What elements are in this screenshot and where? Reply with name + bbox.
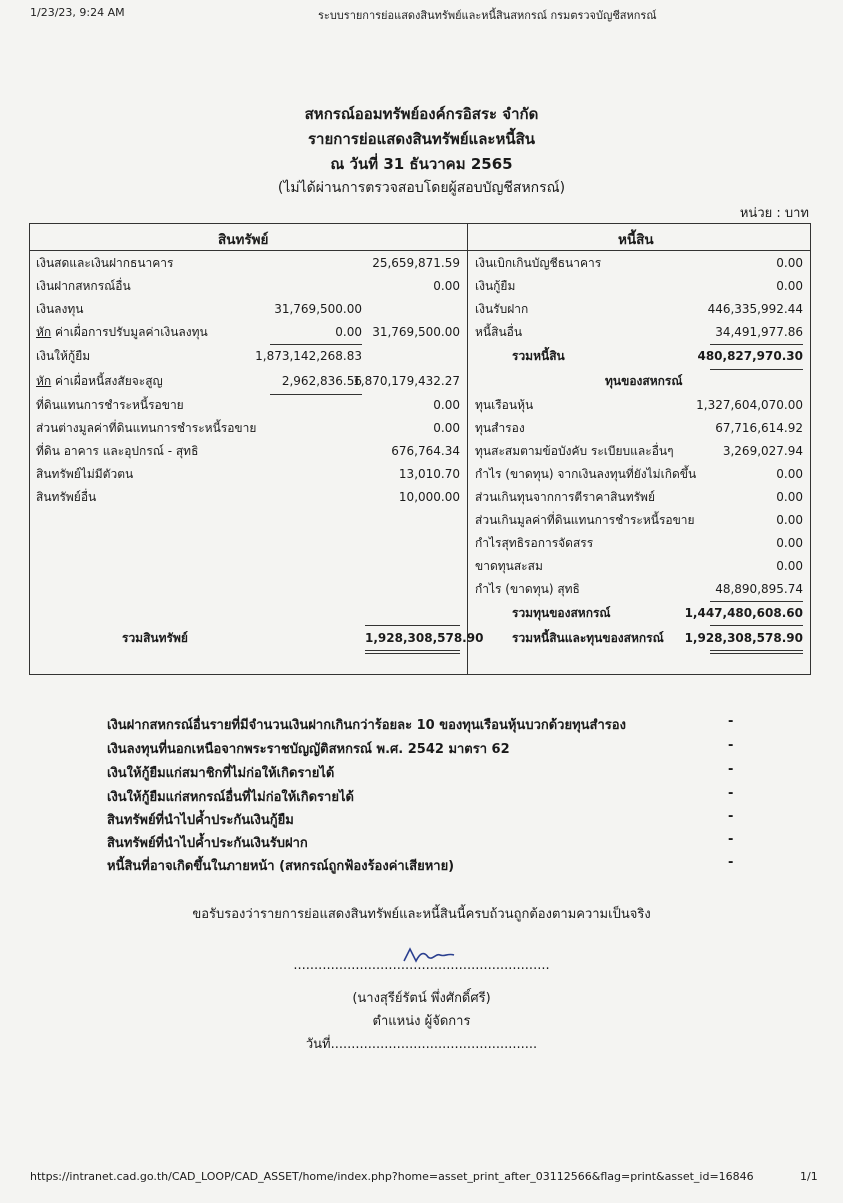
assets-total-label: รวมสินทรัพย์ [122, 631, 188, 645]
grand-total-double-rule [710, 650, 803, 651]
asset-value: 0.00 [433, 279, 460, 293]
asset-value: 25,659,871.59 [372, 256, 460, 270]
report-date: ณ วันที่ 31 ธันวาคม 2565 [330, 155, 513, 173]
assets-total-value: 1,928,308,578.90 [365, 631, 484, 645]
equity-label: ทุนสะสมตามข้อบังคับ ระเบียบและอื่นๆ [475, 444, 674, 458]
asset-value: 31,769,500.00 [372, 325, 460, 339]
equity-value: 0.00 [776, 536, 803, 550]
asset-label: ที่ดินแทนการชำระหนี้รอขาย [36, 398, 184, 412]
asset-label: ที่ดิน อาคาร และอุปกรณ์ - สุทธิ [36, 444, 199, 458]
grand-total-label: รวมหนี้สินและทุนของสหกรณ์ [512, 631, 664, 645]
deduct-prefix: หัก [36, 374, 52, 388]
asset-label: สินทรัพย์อื่น [36, 490, 97, 504]
equity-label: ทุนเรือนหุ้น [475, 398, 534, 412]
unit-label: หน่วย : บาท [739, 206, 809, 221]
asset-value: 1,870,179,432.27 [353, 374, 460, 388]
asset-label [36, 321, 208, 343]
equity-value: 1,327,604,070.00 [696, 398, 803, 412]
liabilities-total-label: รวมหนี้สิน [512, 349, 565, 363]
assets-total-double-rule [365, 650, 460, 651]
equity-value: 0.00 [776, 490, 803, 504]
equity-value: 0.00 [776, 559, 803, 573]
print-page-number: 1/1 [800, 1170, 818, 1183]
liability-value: 446,335,992.44 [707, 302, 803, 316]
grand-total-value: 1,928,308,578.90 [684, 631, 803, 645]
liability-label: เงินเบิกเกินบัญชีธนาคาร [475, 256, 602, 270]
liabilities-total-rule [710, 344, 803, 345]
equity-label: กำไรสุทธิรอการจัดสรร [475, 536, 594, 550]
signer-name: (นางสุรีย์รัตน์ พึ่งศักดิ์ศรี) [352, 991, 491, 1006]
note-value: - [728, 786, 734, 801]
equity-heading: ทุนของสหกรณ์ [605, 374, 683, 388]
note-value: - [728, 809, 734, 824]
equity-label: กำไร (ขาดทุน) สุทธิ [475, 582, 580, 596]
asset-subvalue: 31,769,500.00 [274, 302, 362, 316]
note-value: - [728, 832, 734, 847]
equity-total-label: รวมทุนของสหกรณ์ [512, 606, 611, 620]
asset-subvalue: 2,962,836.56 [281, 374, 362, 388]
equity-label: ส่วนเกินทุนจากการตีราคาสินทรัพย์ [475, 490, 655, 504]
audit-note: (ไม่ได้ผ่านการตรวจสอบโดยผู้สอบบัญชีสหกรณ์) [277, 180, 566, 196]
asset-label: ส่วนต่างมูลค่าที่ดินแทนการชำระหนี้รอขาย [36, 421, 257, 435]
asset-subvalue: 1,873,142,268.83 [255, 349, 362, 363]
heading-rule [29, 250, 811, 251]
asset-subvalue: 0.00 [335, 325, 362, 339]
liability-label: หนี้สินอื่น [475, 325, 523, 339]
asset-label: สินทรัพย์ไม่มีตัวตน [36, 467, 134, 481]
note-item: เงินลงทุนที่นอกเหนือจากพระราชบัญญัติสหกรณ์ พ.ศ. 2542 มาตรา 62 [107, 742, 510, 757]
subtotal-rule [270, 344, 362, 345]
equity-label: กำไร (ขาดทุน) จากเงินลงทุนที่ยังไม่เกิดขึ้น [475, 467, 697, 481]
note-item: เงินให้กู้ยืมแก่สมาชิกที่ไม่ก่อให้เกิดรายได้ [107, 766, 335, 781]
equity-value: 3,269,027.94 [722, 444, 803, 458]
equity-label: ส่วนเกินมูลค่าที่ดินแทนการชำระหนี้รอขาย [475, 513, 695, 527]
liabilities-total-rule [710, 369, 803, 370]
equity-value: 48,890,895.74 [715, 582, 803, 596]
note-item: เงินให้กู้ยืมแก่สหกรณ์อื่นที่ไม่ก่อให้เกิดรายได้ [107, 790, 354, 805]
equity-total-rule [710, 601, 803, 602]
liability-value: 34,491,977.86 [715, 325, 803, 339]
print-datetime: 1/23/23, 9:24 AM [30, 6, 125, 19]
signature-line: .............................................................. [293, 958, 550, 973]
equity-value: 67,716,614.92 [715, 421, 803, 435]
asset-value: 0.00 [433, 398, 460, 412]
liability-label: เงินรับฝาก [475, 302, 529, 316]
note-value: - [728, 714, 734, 729]
report-title: รายการย่อแสดงสินทรัพย์และหนี้สิน [307, 130, 535, 148]
equity-label: ทุนสำรอง [475, 421, 525, 435]
asset-value: 0.00 [433, 421, 460, 435]
deduct-prefix: หัก [36, 325, 52, 339]
note-value: - [728, 855, 734, 870]
column-divider [467, 223, 468, 675]
date-line: วันที่.................................................. [305, 1037, 538, 1052]
print-url: https://intranet.cad.go.th/CAD_LOOP/CAD_ASSET/home/index.php?home=asset_print_after_03112566&flag=print&asset_id=16846 [30, 1170, 754, 1183]
asset-label: เงินฝากสหกรณ์อื่น [36, 279, 131, 293]
deduct-label: ค่าเผื่อการปรับมูลค่าเงินลงทุน [51, 325, 208, 339]
liability-label: เงินกู้ยืม [475, 279, 516, 293]
equity-value: 0.00 [776, 467, 803, 481]
assets-total-double-rule [365, 653, 460, 654]
asset-label [36, 370, 163, 392]
assets-heading: สินทรัพย์ [218, 232, 269, 248]
asset-value: 13,010.70 [398, 467, 460, 481]
liability-value: 0.00 [776, 279, 803, 293]
subtotal-rule [270, 394, 362, 395]
note-item: หนี้สินที่อาจเกิดขึ้นในภายหน้า (สหกรณ์ถูกฟ้องร้องค่าเสียหาย) [107, 859, 455, 874]
asset-label: เงินสดและเงินฝากธนาคาร [36, 256, 174, 270]
equity-total-value: 1,447,480,608.60 [684, 606, 803, 620]
grand-total-double-rule [710, 653, 803, 654]
deduct-label: ค่าเผื่อหนี้สงสัยจะสูญ [51, 374, 163, 388]
asset-value: 676,764.34 [391, 444, 460, 458]
grand-total-top-rule [710, 625, 803, 626]
liabilities-total-value: 480,827,970.30 [697, 349, 803, 363]
print-page-title: ระบบรายการย่อแสดงสินทรัพย์และหนี้สินสหกรณ์ กรมตรวจบัญชีสหกรณ์ [318, 9, 657, 22]
liability-value: 0.00 [776, 256, 803, 270]
note-value: - [728, 762, 734, 777]
org-title: สหกรณ์ออมทรัพย์องค์กรอิสระ จำกัด [304, 105, 539, 123]
assets-total-top-rule [365, 625, 460, 626]
note-item: เงินฝากสหกรณ์อื่นรายที่มีจำนวนเงินฝากเกินกว่าร้อยละ 10 ของทุนเรือนหุ้นบวกด้วยทุนสำรอง [107, 718, 626, 733]
certification-statement: ขอรับรองว่ารายการย่อแสดงสินทรัพย์และหนี้สินนี้ครบถ้วนถูกต้องตามความเป็นจริง [192, 907, 651, 922]
equity-value: 0.00 [776, 513, 803, 527]
asset-label: เงินให้กู้ยืม [36, 349, 91, 363]
note-item: สินทรัพย์ที่นำไปค้ำประกันเงินกู้ยืม [107, 813, 294, 828]
signer-position: ตำแหน่ง ผู้จัดการ [372, 1014, 471, 1029]
asset-label: เงินลงทุน [36, 302, 84, 316]
liabilities-heading: หนี้สิน [618, 232, 654, 248]
note-value: - [728, 738, 734, 753]
equity-label: ขาดทุนสะสม [475, 559, 543, 573]
asset-value: 10,000.00 [398, 490, 460, 504]
note-item: สินทรัพย์ที่นำไปค้ำประกันเงินรับฝาก [107, 836, 308, 851]
